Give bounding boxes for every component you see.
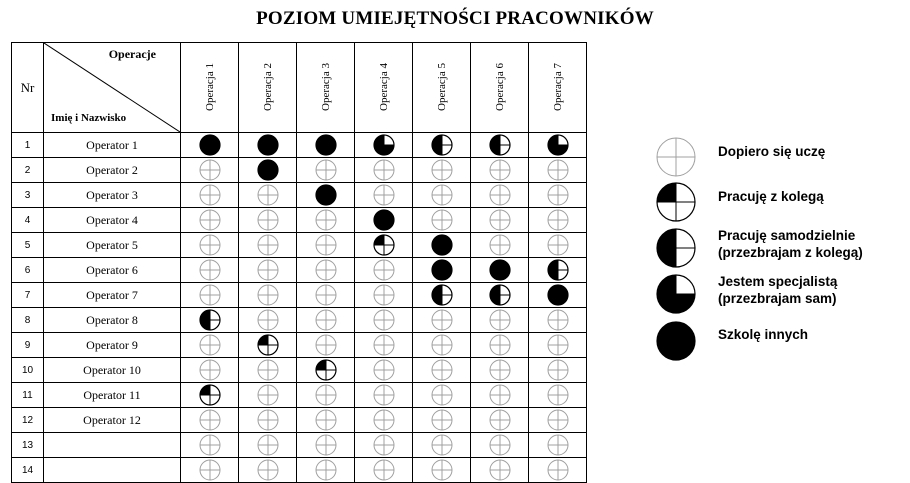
operation-header: [239, 43, 297, 133]
operation-label: Operacja 3: [319, 63, 332, 111]
skill-cell: [529, 258, 587, 283]
operation-header: [471, 43, 529, 133]
operation-label: Operacja 1: [203, 63, 216, 111]
operator-name: Operator 5: [44, 233, 181, 258]
skill-cell: [413, 458, 471, 483]
table-row: [12, 283, 587, 308]
row-number: 2: [12, 158, 44, 183]
skill-cell: [297, 183, 355, 208]
table-row: [12, 358, 587, 383]
legend-label: Pracuję samodzielnie (przezbrajam z kolegą): [718, 228, 863, 260]
operator-name: [44, 458, 181, 483]
skill-cell: [239, 258, 297, 283]
skill-level-icon: [546, 458, 570, 482]
skill-cell: [239, 408, 297, 433]
skill-level-icon: [488, 358, 512, 382]
skill-level-icon: [372, 408, 396, 432]
legend-symbol-icon: [655, 273, 697, 315]
skill-level-icon: [546, 433, 570, 457]
table-row: [12, 233, 587, 258]
skill-level-icon: [372, 183, 396, 207]
legend-symbol-icon: [655, 136, 697, 178]
skill-cell: [413, 333, 471, 358]
skill-cell: [471, 458, 529, 483]
skill-cell: [297, 308, 355, 333]
operations-header: Operacje: [108, 47, 156, 61]
skill-level-icon: [198, 433, 222, 457]
skill-cell: [471, 333, 529, 358]
table-row: [12, 183, 587, 208]
skill-cell: [239, 358, 297, 383]
skill-cell: [355, 358, 413, 383]
skill-cell: [297, 333, 355, 358]
skill-level-icon: [546, 158, 570, 182]
skill-level-icon: [488, 183, 512, 207]
skill-level-icon: [488, 208, 512, 232]
skill-cell: [181, 158, 239, 183]
skill-cell: [529, 383, 587, 408]
skill-level-icon: [314, 383, 338, 407]
skill-level-icon: [198, 208, 222, 232]
skill-level-icon: [430, 283, 454, 307]
skill-cell: [529, 233, 587, 258]
skill-cell: [297, 258, 355, 283]
table-row: [12, 383, 587, 408]
skills-matrix-table: [11, 42, 587, 483]
skill-cell: [413, 183, 471, 208]
skill-level-icon: [198, 183, 222, 207]
skill-cell: [355, 458, 413, 483]
legend-symbol-icon: [655, 227, 697, 269]
skill-cell: [355, 208, 413, 233]
skill-level-icon: [372, 383, 396, 407]
skill-cell: [181, 333, 239, 358]
skill-cell: [413, 233, 471, 258]
skill-cell: [239, 433, 297, 458]
skill-level-icon: [314, 433, 338, 457]
skill-cell: [181, 433, 239, 458]
skill-cell: [529, 333, 587, 358]
operation-label: Operacja 4: [377, 63, 390, 111]
skill-cell: [239, 158, 297, 183]
skill-cell: [413, 383, 471, 408]
skill-cell: [471, 183, 529, 208]
row-number: 14: [12, 458, 44, 483]
operator-name: Operator 8: [44, 308, 181, 333]
legend-item: [655, 227, 910, 271]
skill-cell: [355, 133, 413, 158]
skill-level-icon: [546, 383, 570, 407]
skill-cell: [239, 133, 297, 158]
skill-level-icon: [488, 383, 512, 407]
skill-cell: [239, 308, 297, 333]
row-number: 3: [12, 183, 44, 208]
operator-name: Operator 3: [44, 183, 181, 208]
skill-level-icon: [372, 233, 396, 257]
skill-level-icon: [430, 408, 454, 432]
skill-level-icon: [314, 183, 338, 207]
skill-cell: [181, 408, 239, 433]
table-row: [12, 158, 587, 183]
skill-level-icon: [430, 458, 454, 482]
skill-cell: [529, 308, 587, 333]
skill-level-icon: [430, 258, 454, 282]
skill-level-icon: [256, 183, 280, 207]
skill-level-icon: [198, 283, 222, 307]
table-row: [12, 333, 587, 358]
skill-cell: [355, 333, 413, 358]
skill-level-icon: [430, 383, 454, 407]
legend-label: Dopiero się uczę: [718, 144, 826, 159]
operation-label: Operacja 6: [493, 63, 506, 111]
skill-level-icon: [372, 208, 396, 232]
skill-level-icon: [546, 208, 570, 232]
skill-level-icon: [198, 458, 222, 482]
table-row: [12, 458, 587, 483]
operator-name: [44, 433, 181, 458]
operation-label: Operacja 2: [261, 63, 274, 111]
skill-level-icon: [198, 333, 222, 357]
skill-level-icon: [546, 133, 570, 157]
skill-cell: [297, 433, 355, 458]
skill-level-icon: [546, 408, 570, 432]
legend-item: [655, 273, 910, 317]
skill-cell: [181, 383, 239, 408]
operation-header: [355, 43, 413, 133]
operation-header: [413, 43, 471, 133]
skill-level-icon: [314, 408, 338, 432]
skill-cell: [355, 433, 413, 458]
skill-cell: [355, 183, 413, 208]
skill-level-icon: [198, 158, 222, 182]
operator-name: Operator 2: [44, 158, 181, 183]
operator-name: Operator 12: [44, 408, 181, 433]
operation-label: Operacja 5: [435, 63, 448, 111]
skill-level-icon: [314, 458, 338, 482]
row-number: 10: [12, 358, 44, 383]
skill-level-icon: [372, 358, 396, 382]
skill-cell: [239, 333, 297, 358]
skill-cell: [181, 358, 239, 383]
skill-level-icon: [314, 258, 338, 282]
skill-level-icon: [256, 208, 280, 232]
skill-cell: [239, 458, 297, 483]
skill-level-icon: [430, 233, 454, 257]
skill-cell: [181, 308, 239, 333]
skill-cell: [239, 183, 297, 208]
skill-cell: [297, 458, 355, 483]
skill-cell: [355, 308, 413, 333]
row-number: 12: [12, 408, 44, 433]
skill-cell: [355, 233, 413, 258]
legend-item: [655, 136, 910, 180]
page-title: POZIOM UMIEJĘTNOŚCI PRACOWNIKÓW: [256, 8, 654, 29]
skill-level-icon: [372, 258, 396, 282]
skill-cell: [355, 408, 413, 433]
skill-cell: [239, 208, 297, 233]
skill-cell: [529, 183, 587, 208]
skill-cell: [471, 358, 529, 383]
operation-header: [529, 43, 587, 133]
skill-cell: [413, 208, 471, 233]
skill-level-icon: [488, 283, 512, 307]
skill-level-icon: [488, 433, 512, 457]
skill-cell: [355, 258, 413, 283]
skill-level-icon: [256, 408, 280, 432]
operator-name: Operator 11: [44, 383, 181, 408]
skill-level-icon: [488, 158, 512, 182]
skill-cell: [413, 433, 471, 458]
skill-cell: [471, 433, 529, 458]
skill-level-icon: [314, 283, 338, 307]
operator-name: Operator 9: [44, 333, 181, 358]
skill-level-icon: [372, 133, 396, 157]
row-number: 9: [12, 333, 44, 358]
skill-cell: [413, 133, 471, 158]
legend-label: Szkolę innych: [718, 327, 809, 342]
skill-cell: [529, 283, 587, 308]
legend: [655, 0, 910, 450]
skill-cell: [239, 283, 297, 308]
skill-cell: [471, 233, 529, 258]
skill-cell: [471, 208, 529, 233]
skill-level-icon: [546, 308, 570, 332]
skill-level-icon: [314, 158, 338, 182]
skill-cell: [471, 133, 529, 158]
skill-cell: [529, 458, 587, 483]
skill-level-icon: [256, 258, 280, 282]
skill-level-icon: [198, 408, 222, 432]
skill-level-icon: [430, 133, 454, 157]
skill-level-icon: [198, 383, 222, 407]
skill-level-icon: [256, 308, 280, 332]
skill-cell: [471, 408, 529, 433]
skill-cell: [239, 383, 297, 408]
skill-level-icon: [256, 283, 280, 307]
skill-level-icon: [546, 358, 570, 382]
skill-level-icon: [546, 183, 570, 207]
skill-cell: [529, 433, 587, 458]
skill-level-icon: [256, 233, 280, 257]
table-row: [12, 308, 587, 333]
row-number: 1: [12, 133, 44, 158]
skill-cell: [529, 358, 587, 383]
nr-header: Nr: [12, 43, 44, 133]
skill-cell: [529, 158, 587, 183]
skill-cell: [413, 258, 471, 283]
skill-cell: [471, 383, 529, 408]
skill-level-icon: [430, 208, 454, 232]
legend-symbol-icon: [655, 181, 697, 223]
skill-level-icon: [488, 258, 512, 282]
skill-level-icon: [314, 133, 338, 157]
row-number: 5: [12, 233, 44, 258]
row-number: 11: [12, 383, 44, 408]
skill-level-icon: [430, 158, 454, 182]
skill-cell: [355, 158, 413, 183]
skill-level-icon: [430, 433, 454, 457]
header-row: [12, 43, 587, 133]
operation-header: [181, 43, 239, 133]
skill-cell: [181, 458, 239, 483]
skill-level-icon: [372, 283, 396, 307]
skill-level-icon: [256, 133, 280, 157]
legend-symbol-icon: [655, 320, 697, 362]
skill-cell: [181, 258, 239, 283]
skill-level-icon: [546, 333, 570, 357]
operator-name: Operator 7: [44, 283, 181, 308]
skill-level-icon: [198, 133, 222, 157]
skill-cell: [413, 308, 471, 333]
skill-level-icon: [198, 258, 222, 282]
skill-cell: [297, 158, 355, 183]
skill-level-icon: [314, 333, 338, 357]
skill-level-icon: [372, 333, 396, 357]
skill-level-icon: [488, 333, 512, 357]
skill-level-icon: [256, 333, 280, 357]
skill-level-icon: [314, 208, 338, 232]
skill-cell: [413, 158, 471, 183]
operator-name: Operator 4: [44, 208, 181, 233]
skill-level-icon: [488, 408, 512, 432]
skill-level-icon: [430, 333, 454, 357]
skill-cell: [297, 283, 355, 308]
operator-name: Operator 6: [44, 258, 181, 283]
skill-level-icon: [546, 283, 570, 307]
skill-level-icon: [256, 358, 280, 382]
skill-cell: [355, 283, 413, 308]
skill-level-icon: [198, 358, 222, 382]
skill-level-icon: [488, 233, 512, 257]
skill-cell: [239, 233, 297, 258]
skill-cell: [529, 408, 587, 433]
skill-cell: [297, 358, 355, 383]
skill-cell: [413, 358, 471, 383]
table-row: [12, 208, 587, 233]
skill-level-icon: [314, 358, 338, 382]
legend-item: [655, 181, 910, 225]
legend-label: Pracuję z kolegą: [718, 189, 824, 204]
skill-level-icon: [546, 258, 570, 282]
row-number: 6: [12, 258, 44, 283]
skill-cell: [471, 258, 529, 283]
skill-level-icon: [488, 308, 512, 332]
legend-label: Jestem specjalistą (przezbrajam sam): [718, 274, 838, 306]
skill-level-icon: [488, 133, 512, 157]
skill-cell: [297, 408, 355, 433]
skill-cell: [471, 158, 529, 183]
skill-cell: [529, 208, 587, 233]
skill-cell: [297, 233, 355, 258]
diagonal-header-cell: [44, 43, 181, 133]
skill-cell: [413, 408, 471, 433]
skill-cell: [297, 383, 355, 408]
row-number: 8: [12, 308, 44, 333]
skill-level-icon: [256, 158, 280, 182]
table-row: [12, 433, 587, 458]
skill-cell: [181, 208, 239, 233]
operation-label: Operacja 7: [551, 63, 564, 111]
row-number: 7: [12, 283, 44, 308]
operator-name: Operator 1: [44, 133, 181, 158]
skill-level-icon: [198, 308, 222, 332]
legend-item: [655, 320, 910, 364]
skill-cell: [413, 283, 471, 308]
skill-level-icon: [488, 458, 512, 482]
skill-level-icon: [430, 358, 454, 382]
skill-cell: [529, 133, 587, 158]
skill-cell: [297, 208, 355, 233]
skill-cell: [181, 183, 239, 208]
skill-cell: [471, 283, 529, 308]
skill-level-icon: [372, 308, 396, 332]
skill-level-icon: [256, 433, 280, 457]
skill-level-icon: [372, 458, 396, 482]
skill-cell: [471, 308, 529, 333]
skill-level-icon: [546, 233, 570, 257]
table-row: [12, 258, 587, 283]
operation-header: [297, 43, 355, 133]
skill-level-icon: [372, 158, 396, 182]
table-row: [12, 133, 587, 158]
skill-cell: [181, 233, 239, 258]
skill-level-icon: [430, 183, 454, 207]
skill-level-icon: [198, 233, 222, 257]
name-header: Imię i Nazwisko: [51, 112, 127, 124]
skill-cell: [355, 383, 413, 408]
skill-cell: [181, 283, 239, 308]
skill-level-icon: [314, 308, 338, 332]
skill-level-icon: [372, 433, 396, 457]
table-row: [12, 408, 587, 433]
row-number: 13: [12, 433, 44, 458]
operator-name: Operator 10: [44, 358, 181, 383]
skill-level-icon: [314, 233, 338, 257]
row-number: 4: [12, 208, 44, 233]
skill-level-icon: [256, 383, 280, 407]
skill-cell: [181, 133, 239, 158]
skill-level-icon: [430, 308, 454, 332]
matrix-body: [12, 133, 587, 483]
skill-level-icon: [256, 458, 280, 482]
skill-cell: [297, 133, 355, 158]
